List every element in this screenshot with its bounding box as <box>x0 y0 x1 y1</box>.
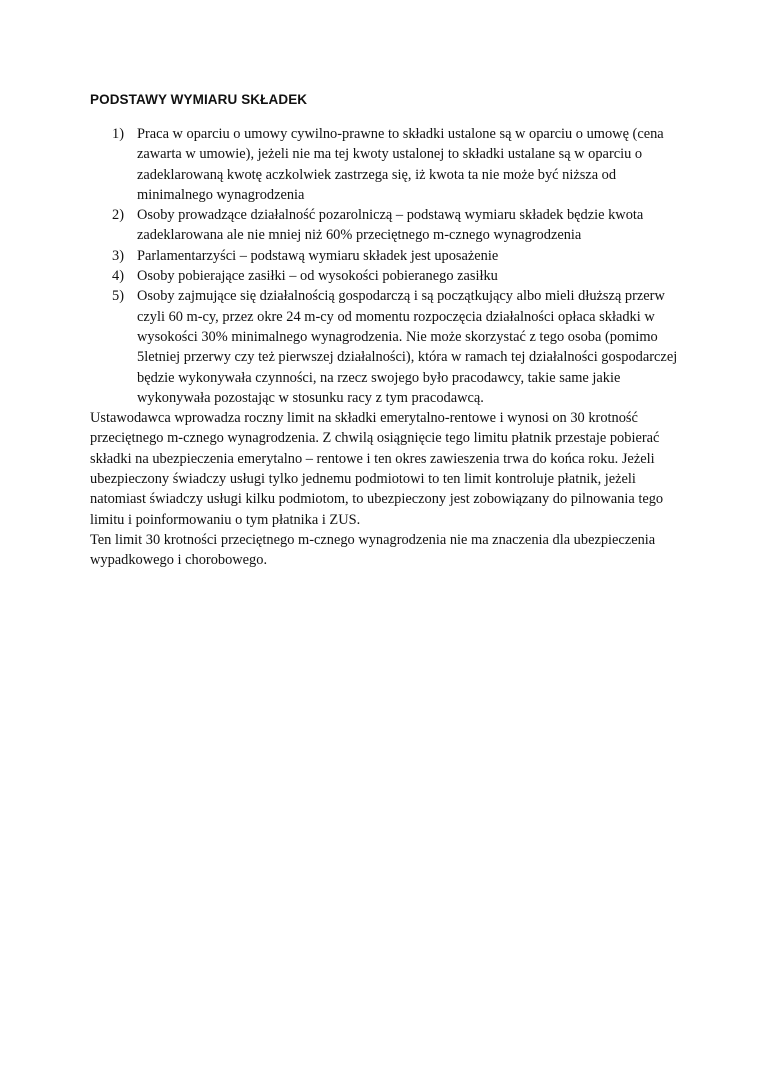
document-body <box>90 90 680 571</box>
list-marker: 2) <box>112 207 124 224</box>
list-item-text: Osoby prowadzące działalność pozarolniczą – podstawą wymiaru składek będzie kwota zadeklarowana ale nie mniej niż 60% przeciętnego m-cznego wynagrodzenia <box>137 207 644 244</box>
list-item <box>90 205 680 246</box>
list-marker: 3) <box>112 247 124 264</box>
list-item <box>90 286 680 408</box>
annual-limit-paragraph: Ustawodawca wprowadza roczny limit na składki emerytalno-rentowe i wynosi on 30 krotność przeciętnego m-cznego wynagrodzenia. Z chwilą osiągnięcie tego limitu płatnik przestaje pobierać składki na ubezpieczenia emerytalno – rentowe i ten okres zawieszenia trwa do końca roku. Jeżeli ubezpieczony świadczy usługi tylko jednemu podmiotowi to ten limit kontroluje płatnik, jeżeli natomiast świadczy usługi kilku podmiotom, to ubezpieczony jest zobowiązany do pilnowania tego limitu i poinformowaniu o tym płatnika i ZUS. <box>90 410 664 528</box>
contribution-basis-list <box>90 124 680 408</box>
list-marker: 1) <box>112 126 124 142</box>
list-marker: 4) <box>112 268 124 285</box>
list-item-text: Praca w oparciu o umowy cywilno-prawne to składki ustalone są w oparciu o umowę (cena zawarta w umowie), jeżeli nie ma tej kwoty ustalonej to składki ustalane są w oparciu o zadeklarowaną kwotę aczkolwiek zastrzega się, iż kwota ta nie może być niższa od minimalnego wynagrodzenia <box>137 126 664 203</box>
list-item <box>90 246 680 266</box>
limit-note-paragraph: Ten limit 30 krotności przeciętnego m-cznego wynagrodzenia nie ma znaczenia dla ubezpieczenia wypadkowego i chorobowego. <box>90 531 656 569</box>
list-item <box>90 124 680 205</box>
list-item-text: Parlamentarzyści – podstawą wymiaru składek jest uposażenie <box>137 247 499 264</box>
list-item-text: Osoby pobierające zasiłki – od wysokości pobieranego zasiłku <box>137 268 498 285</box>
list-item-text: Osoby zajmujące się działalnością gospodarczą i są początkujący albo mieli dłuższą przerw czyli 60 m-cy, przez okre 24 m-cy od momentu rozpoczęcia działalności opłaca składki w wysokości 30% minimalnego wynagrodzenia. Nie może skorzystać z tego osoba (pomimo 5letniej przerwy czy też pierwszej działalności), która w ramach tej działalności gospodarczej będzie wykonywała czynności, na rzecz swojego było pracodawcy, takie same jakie wykonywała pozostając w stosunku racy z tym pracodawcą. <box>137 288 678 406</box>
document-title: PODSTAWY WYMIARU SKŁADEK <box>90 92 308 107</box>
list-marker: 5) <box>112 288 124 305</box>
list-item <box>90 266 680 286</box>
